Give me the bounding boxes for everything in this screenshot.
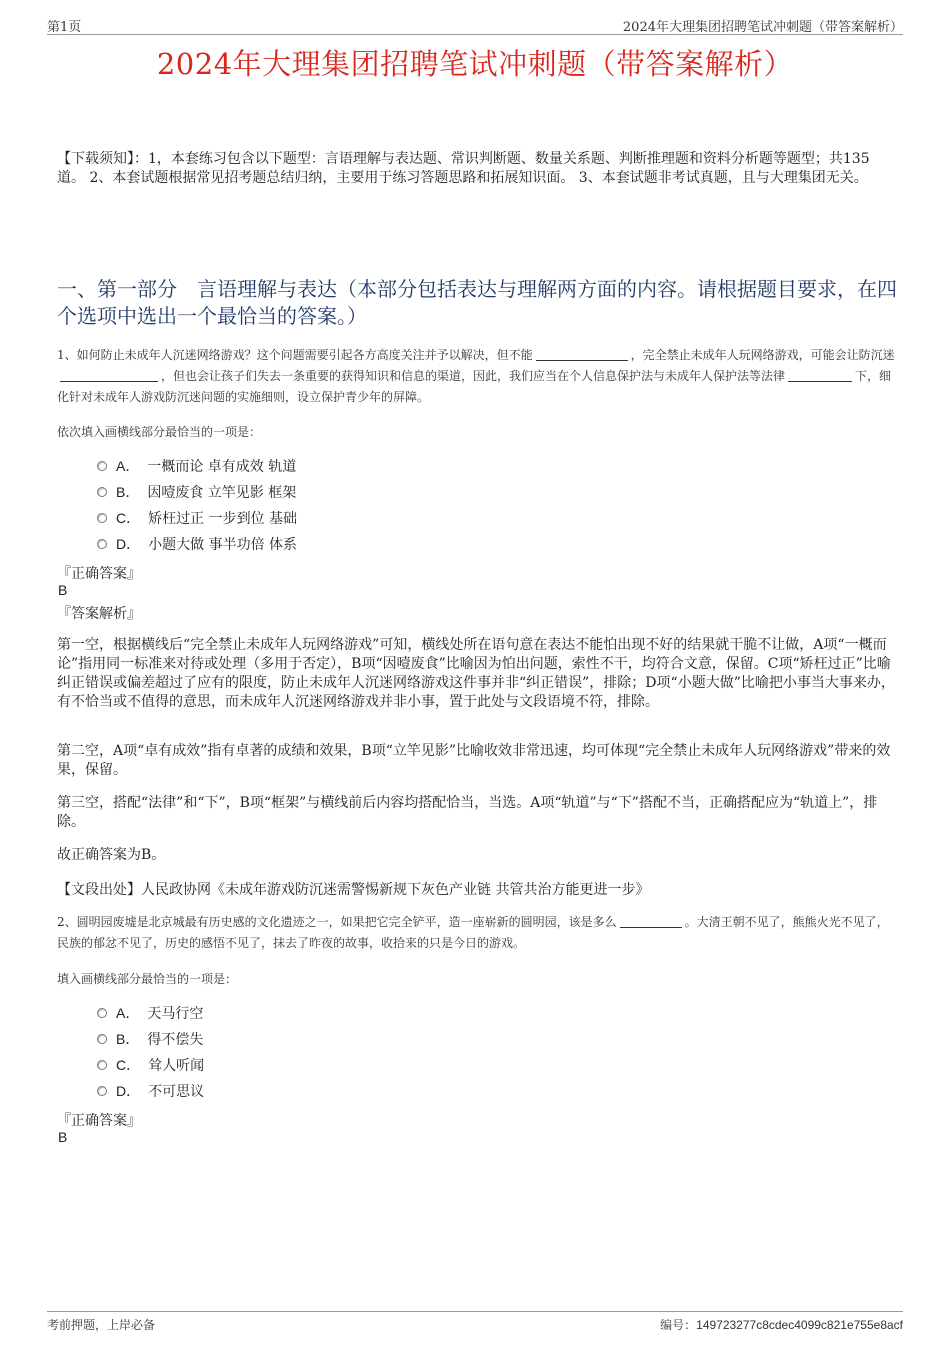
option-letter: C．	[116, 510, 141, 526]
option-text: 不可思议	[148, 1084, 205, 1100]
option-letter: A．	[116, 1005, 140, 1021]
analysis-paragraph: 第二空，A项“卓有成效”指有卓著的成绩和效果，B项“立竿见影”比喻收效非常迅速，均可体现“完全禁止未成年人玩网络游戏”带来的效果，保留。	[57, 743, 891, 778]
question-2-prompt: 填入画横线部分最恰当的一项是：	[57, 972, 238, 986]
document-title: 2024年大理集团招聘笔试冲刺题（带答案解析）	[156, 47, 794, 81]
question-2-stem	[57, 912, 897, 954]
option-b[interactable]	[97, 479, 297, 505]
page-header	[47, 14, 903, 35]
radio-icon[interactable]	[97, 487, 107, 497]
analysis-paragraph: 故正确答案为B。	[57, 847, 166, 863]
header-doc-title: 2024年大理集团招聘笔试冲刺题（带答案解析）	[622, 20, 903, 35]
option-d[interactable]	[97, 1078, 204, 1104]
fill-blank	[788, 367, 852, 382]
option-letter: C．	[116, 1057, 141, 1073]
analysis-label: 『答案解析』	[57, 606, 141, 622]
option-c[interactable]	[97, 505, 297, 531]
question-1-prompt: 依次填入画横线部分最恰当的一项是：	[57, 425, 262, 439]
fill-blank	[620, 913, 682, 928]
analysis-paragraph: 第三空，搭配“法律”和“下”，B项“框架”与横线前后内容均搭配恰当，当选。A项“轨道”与“下”搭配不当，正确搭配应为“轨道上”，排除。	[57, 795, 878, 830]
answer-value: B	[58, 1129, 68, 1145]
analysis-paragraph: 第一空，根据横线后“完全禁止未成年人玩网络游戏”可知，横线处所在语句意在表达不能怕出现不好的结果就干脆不让做，A项“一概而论”指用同一标准来对待或处理（多用于否定），B项“因噎废食”比喻因为怕出问题，索性不干，均符合文意，保留。C项“矫枉过正”比喻纠正错误或偏差超过了应有的限度，防止未成年人沉迷网络游戏这件事并非“纠正错误”，排除；D项“小题大做”比喻把小事当大事来办，有不恰当或不值得的意思，而未成年人沉迷网络游戏并非小事，置于此处与文段语境不符，排除。	[57, 637, 895, 710]
download-notice: 【下载须知】：1，本套练习包含以下题型：言语理解与表达题、常识判断题、数量关系题、判断推理题和资料分析题等题型；共135道。 2、本套试题根据常见招考题总结归纳，主要用于练习答题思路和拓展知识面。 3、本套试题非考试真题，且与大理集团无关。	[57, 151, 870, 186]
option-text: 天马行空	[147, 1006, 204, 1022]
radio-icon[interactable]	[97, 539, 107, 549]
option-text: 矫枉过正 一步到位 基础	[148, 511, 298, 527]
fill-blank	[60, 367, 158, 382]
option-text: 一概而论 卓有成效 轨道	[147, 459, 297, 475]
radio-icon[interactable]	[97, 513, 107, 523]
option-text: 小题大做 事半功倍 体系	[148, 537, 298, 553]
option-a[interactable]	[97, 1000, 204, 1026]
q2-stem-part: 。大清王朝不见了，熊熊火光不见了，民族的郁忿不见了，历史的感悟不见了，抹去了昨夜的故事，收拾来的只是今日的游戏。	[57, 915, 889, 950]
option-text: 因噎废食 立竿见影 框架	[147, 485, 297, 501]
option-letter: B．	[116, 1031, 140, 1047]
option-letter: B．	[116, 484, 140, 500]
option-text: 得不偿失	[147, 1032, 204, 1048]
option-b[interactable]	[97, 1026, 204, 1052]
q1-stem-part: ，但也会让孩子们失去一条重要的获得知识和信息的渠道，因此，我们应当在个人信息保护法与未成年人保护法等法律	[161, 369, 786, 383]
fill-blank	[536, 346, 628, 361]
q1-stem-part: ，完全禁止未成年人玩网络游戏，可能会让防沉迷	[630, 348, 895, 362]
footer-code	[660, 1316, 903, 1333]
option-text: 耸人听闻	[148, 1058, 205, 1074]
option-c[interactable]	[97, 1052, 204, 1078]
answer-label: 『正确答案』	[57, 566, 141, 582]
answer-value: B	[58, 582, 68, 598]
radio-icon[interactable]	[97, 1008, 107, 1018]
question-1-stem	[57, 345, 897, 408]
footer-code-label: 编号：	[660, 1318, 697, 1332]
option-d[interactable]	[97, 531, 297, 557]
option-letter: D．	[116, 536, 141, 552]
source-citation: 【文段出处】人民政协网《未成年游戏防沉迷需警惕新规下灰色产业链 共管共治方能更进一步》	[57, 882, 650, 898]
radio-icon[interactable]	[97, 1060, 107, 1070]
answer-label: 『正确答案』	[57, 1113, 141, 1129]
q2-stem-part: 2、圆明园废墟是北京城最有历史感的文化遗迹之一，如果把它完全铲平，造一座崭新的圆明园，该是多么	[57, 915, 617, 929]
section-heading: 一、第一部分 言语理解与表达（本部分包括表达与理解两方面的内容。请根据题目要求，在四个选项中选出一个最恰当的答案。）	[57, 277, 897, 328]
radio-icon[interactable]	[97, 1086, 107, 1096]
radio-icon[interactable]	[97, 1034, 107, 1044]
page-footer	[47, 1311, 903, 1332]
footer-code-value: 149723277c8cdec4099c821e755e8acf	[696, 1318, 903, 1332]
question-1-options	[97, 453, 297, 557]
question-2-options	[97, 1000, 204, 1104]
option-a[interactable]	[97, 453, 297, 479]
q1-stem-part: 1、如何防止未成年人沉迷网络游戏？这个问题需要引起各方高度关注并予以解决，但不能	[57, 348, 533, 362]
radio-icon[interactable]	[97, 461, 107, 471]
footer-slogan: 考前押题，上岸必备	[47, 1318, 156, 1332]
q1-stem-part: 下，细化针对未成年人游戏防沉迷问题的实施细则，设立保护青少年的屏障。	[57, 369, 892, 404]
option-letter: D．	[116, 1083, 141, 1099]
option-letter: A．	[116, 458, 140, 474]
page-number: 第1页	[47, 20, 82, 35]
